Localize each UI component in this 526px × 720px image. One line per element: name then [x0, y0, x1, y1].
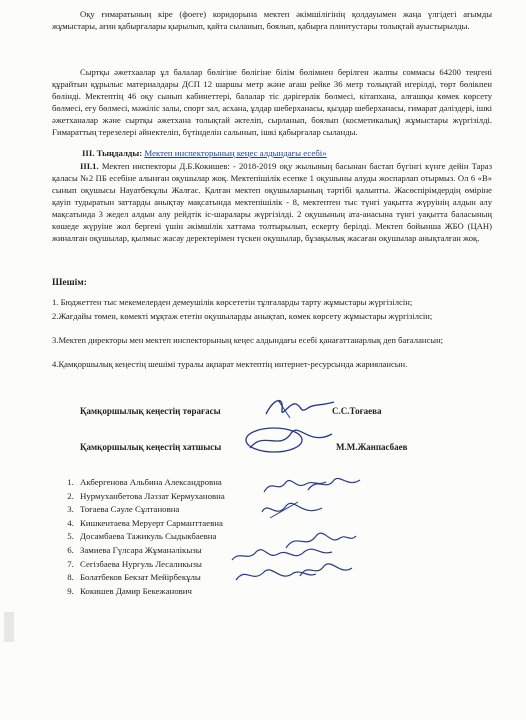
member-item: 6. Замиева Гүлсара Жұманәлікызы: [76, 544, 225, 558]
member-item: 5. Досамбаева Тажикуль Сыдыкбаевна: [76, 530, 225, 544]
member-signature: [258, 498, 328, 522]
paragraph-lead: ІІІ.1.: [80, 161, 99, 171]
chair-signature: [260, 392, 340, 422]
paragraph-inspector-report: [52, 160, 492, 244]
secretary-signature: [240, 422, 340, 460]
decision-item: 3.Мектеп директоры мен мектеп инспекторының кеңес алдындағы есебі қанағаттанарлық деп бағалансын;: [52, 335, 444, 345]
decision-item: 4.Қамқоршылық кеңестің шешімі туралы ақпарат мектептің интернет-ресурсында жарияланcын.: [52, 359, 408, 369]
section-link: Мектеп инспекторының кеңес алдындағы есебі»: [144, 148, 327, 158]
member-list: [54, 476, 225, 598]
member-item: 4. Кишкентаева Меруерт Сарманттаевна: [76, 517, 225, 531]
paragraph-renovation: Оқу ғимаратының кіре (фоеге) коридорына мектеп әкімшілігінің қолдауымен жаңа үлгідегі ағымды жұмыстары, ағин қабырғалары қырылып, қайта сыланып, боялып, қабырға плинтустары толықтай ауыстырылды.: [52, 9, 492, 31]
decision-item: 2.Жағдайы төмен, көмекті мұқтаж ететін оқушыларды анықтап, көмек көрсету жұмыстары жүргізілсін;: [52, 311, 433, 321]
section-heading: [82, 148, 327, 158]
chair-name: С.С.Тоғаева: [332, 406, 382, 416]
member-item: 2. Нурмуханбетова Ләззат Кермухановна: [76, 490, 225, 504]
scan-edge-mark: [4, 612, 14, 642]
decision-item: 1. Бюджеттен тыс мекемелерден демеушілік көрсететін тұлғаларды тарту жұмыстары жүргізілсін;: [52, 297, 413, 307]
paragraph-materials: Сыртқы әжетхаалар ұл балалар бөлігіне бөлігіне білім бөлімнен берілген жалпы соммасы 64200 теңгені құрайтын құрылыс материалдары ДСП 12 шаршы метр және ағаш рейке 36 метр толықтай игерілді, төрт бөлікпен бөлінді. Мектептің 46 оқу сынып кабинеттері, балалар тіс дәрігерлік бөлмесі, кітапхана, алғашқы көмек көрсету бөлмесі, егу бөлмесі, мәжіліс залы, спорт зал, асхана, ұлдар шеберханасы, қыздар шеберханасы, ғимарат дәліздері, ішкі әжетханалар және сыртқы әжетхана толықтай әктеліп, сырланып, боялып (косметикалық) жұмыстары жүргізілді. Ғимараттың терезелері әйнектеліп, бүтінделін салынып, ішкі қабырғалар сыланды.: [52, 67, 492, 137]
member-item: 3. Тоғаева Сәуле Сұлтановна: [76, 503, 225, 517]
member-item: 9. Кокишев Дамир Бекежанович: [76, 585, 225, 599]
member-item: 7. Сегізбаева Нургуль Лесаликызы: [76, 558, 225, 572]
secretary-label: Қамқоршылық кеңестің хатшысы: [80, 442, 222, 452]
decision-header: Шешім:: [52, 278, 87, 288]
member-item: 8. Болатбеков Бекзат Мейірбекұлы: [76, 571, 225, 585]
member-signature: [296, 560, 356, 582]
paragraph-body: Мектеп инспекторы Д.Б.Кокишев: - 2018-2019 оқу жылының басынан бастап бүгінгі күнге дейін Тараз қаласы №2 ПБ есебіне алынған оқушылар жоқ. Мектепішілік есепке 1 оқушыны алуды жоспарлап отырмыз. Ол 6 «В» сынып оқушысы Науатбекұлы Жалғас. Қалған мектеп оқушыларының тәртібі қалыпты. Жасөспірімдердің өміріне қауіп тудыратын заттарды анықтау мақсатында мектепішілік - 8, мектептен тыс түнгі уақытта жүруінің алдын алу мақсатында 3 жедел алдын алу рейдтік іс-шаралары жүргізілді. 2 оқушының ата-анасына түнгі уақытта баласының көшеде жүруіне жол бергені үшін әкімшілік хаттама толтырылып, ескерту берілді. Мектеп бойынша ЖБО (ЦАН) жиналған оқушылар, қылмыс жасау деректерімен түскен оқушылар, бұзақылық жасаған оқушылар анықталған жоқ.: [52, 161, 492, 243]
member-item: 1. Акбергенова Альбина Александровна: [76, 476, 225, 490]
secretary-name: М.М.Жанпасбаев: [336, 442, 408, 452]
chair-label: Қамқоршылық кеңестің төрағасы: [80, 406, 221, 416]
section-title: ІІІ. Тыңдалды:: [82, 148, 143, 158]
member-signature: [304, 474, 364, 496]
